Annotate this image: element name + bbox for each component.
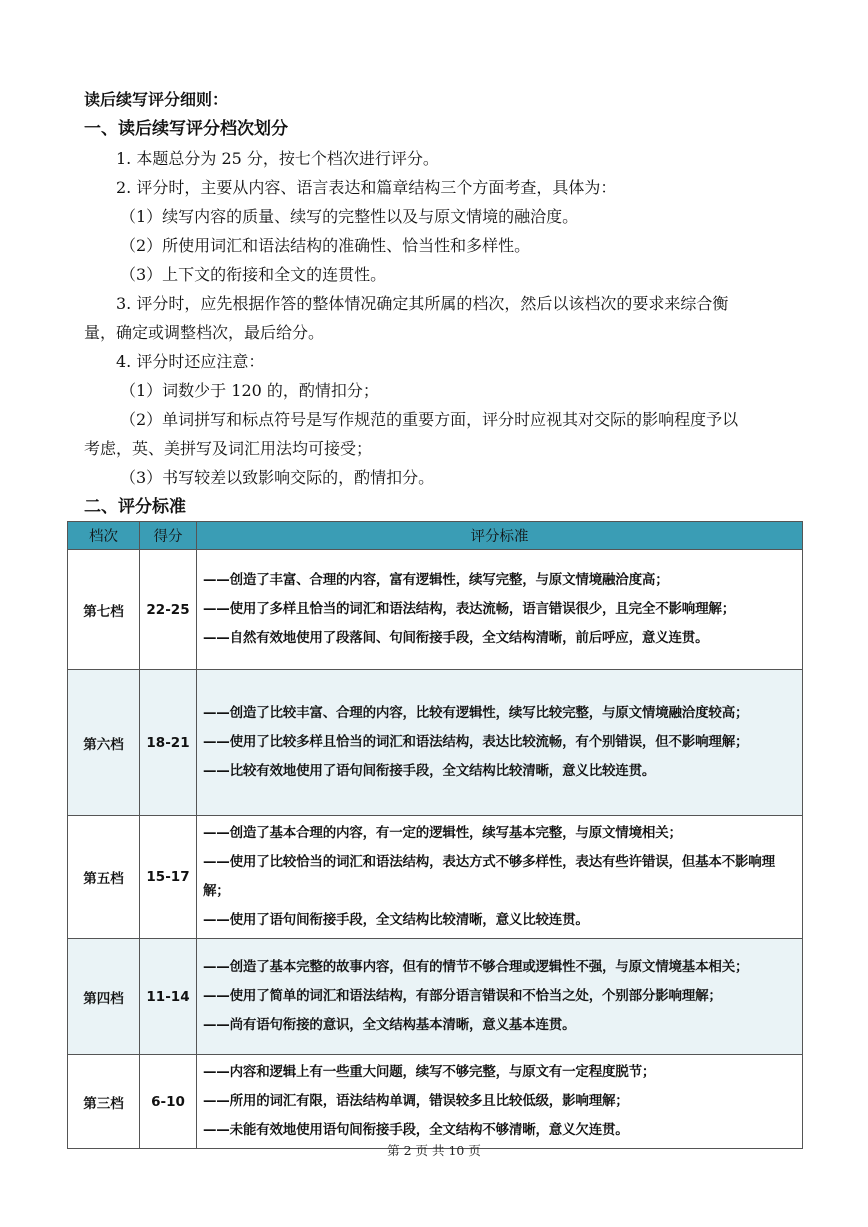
criterion-line: ——内容和逻辑上有一些重大问题，续写不够完整，与原文有一定程度脱节；	[203, 1064, 656, 1080]
page-number-footer: 第 2 页 共 10 页	[387, 1143, 481, 1158]
header-score: 得分	[140, 522, 197, 550]
criteria-cell	[197, 670, 803, 816]
criterion-line: ——使用了比较恰当的词汇和语法结构，表达方式不够多样性，表达有些许错误，但基本不影响理解；	[203, 854, 775, 899]
criteria-cell	[197, 939, 803, 1055]
paragraph-line: 考虑，英、美拼写及词汇用法均可接受；	[84, 439, 373, 458]
paragraph-line: 1. 本题总分为 25 分，按七个档次进行评分。	[116, 149, 439, 168]
criterion-line: ——创造了基本完整的故事内容，但有的情节不够合理或逻辑性不强，与原文情境基本相关；	[203, 959, 749, 975]
criterion-line: ——尚有语句衔接的意识，全文结构基本清晰，意义基本连贯。	[203, 1017, 576, 1033]
table-header-row	[68, 522, 803, 550]
paragraph-line: 2. 评分时，主要从内容、语言表达和篇章结构三个方面考查，具体为：	[116, 178, 617, 197]
paragraph-line: （2）所使用词汇和语法结构的准确性、恰当性和多样性。	[120, 236, 531, 255]
table-row	[68, 550, 803, 670]
score-cell: 11-14	[140, 939, 197, 1055]
criterion-line: ——创造了比较丰富、合理的内容，比较有逻辑性，续写比较完整，与原文情境融洽度较高；	[203, 705, 749, 721]
paragraph-line: （1）续写内容的质量、续写的完整性以及与原文情境的融洽度。	[120, 207, 579, 226]
score-cell: 22-25	[140, 550, 197, 670]
level-cell: 第七档	[68, 550, 140, 670]
paragraph-line: 4. 评分时还应注意：	[116, 352, 265, 371]
paragraph-line: （3）书写较差以致影响交际的，酌情扣分。	[120, 468, 435, 487]
score-cell: 18-21	[140, 670, 197, 816]
level-cell: 第五档	[68, 816, 140, 939]
table-row	[68, 1055, 803, 1149]
table-row	[68, 939, 803, 1055]
header-criteria: 评分标准	[197, 522, 803, 550]
document-heading: 读后续写评分细则：	[84, 90, 229, 109]
level-cell: 第四档	[68, 939, 140, 1055]
score-cell: 15-17	[140, 816, 197, 939]
criterion-line: ——所用的词汇有限，语法结构单调，错误较多且比较低级，影响理解；	[203, 1093, 629, 1109]
score-cell: 6-10	[140, 1055, 197, 1149]
paragraph-line: （3）上下文的衔接和全文的连贯性。	[120, 265, 387, 284]
criteria-cell	[197, 816, 803, 939]
section2-title: 二、评分标准	[84, 497, 186, 517]
criteria-cell	[197, 1055, 803, 1149]
paragraph-line: 3. 评分时，应先根据作答的整体情况确定其所属的档次，然后以该档次的要求来综合衡	[116, 294, 729, 313]
level-cell: 第六档	[68, 670, 140, 816]
paragraph-line: （1）词数少于 120 的，酌情扣分；	[120, 381, 379, 400]
criterion-line: ——使用了语句间衔接手段，全文结构比较清晰，意义比较连贯。	[203, 912, 589, 928]
criterion-line: ——使用了多样且恰当的词汇和语法结构，表达流畅，语言错误很少，且完全不影响理解；	[203, 601, 735, 617]
criterion-line: ——自然有效地使用了段落间、句间衔接手段，全文结构清晰，前后呼应，意义连贯。	[203, 630, 709, 646]
criteria-cell	[197, 550, 803, 670]
criterion-line: ——创造了基本合理的内容，有一定的逻辑性，续写基本完整，与原文情境相关；	[203, 825, 682, 841]
paragraph-line: （2）单词拼写和标点符号是写作规范的重要方面，评分时应视其对交际的影响程度予以	[120, 410, 739, 429]
criterion-line: ——创造了丰富、合理的内容，富有逻辑性，续写完整，与原文情境融洽度高；	[203, 572, 669, 588]
criterion-line: ——未能有效地使用语句间衔接手段，全文结构不够清晰，意义欠连贯。	[203, 1122, 629, 1138]
section1-title: 一、读后续写评分档次划分	[84, 119, 288, 139]
paragraph-line: 量，确定或调整档次，最后给分。	[84, 323, 325, 342]
criterion-line: ——使用了比较多样且恰当的词汇和语法结构，表达比较流畅，有个别错误，但不影响理解；	[203, 734, 749, 750]
criterion-line: ——使用了简单的词汇和语法结构，有部分语言错误和不恰当之处，个别部分影响理解；	[203, 988, 722, 1004]
table-row	[68, 816, 803, 939]
criterion-line: ——比较有效地使用了语句间衔接手段，全文结构比较清晰，意义比较连贯。	[203, 763, 656, 779]
table-row	[68, 670, 803, 816]
level-cell: 第三档	[68, 1055, 140, 1149]
header-level: 档次	[68, 522, 140, 550]
scoring-table	[67, 521, 803, 1149]
